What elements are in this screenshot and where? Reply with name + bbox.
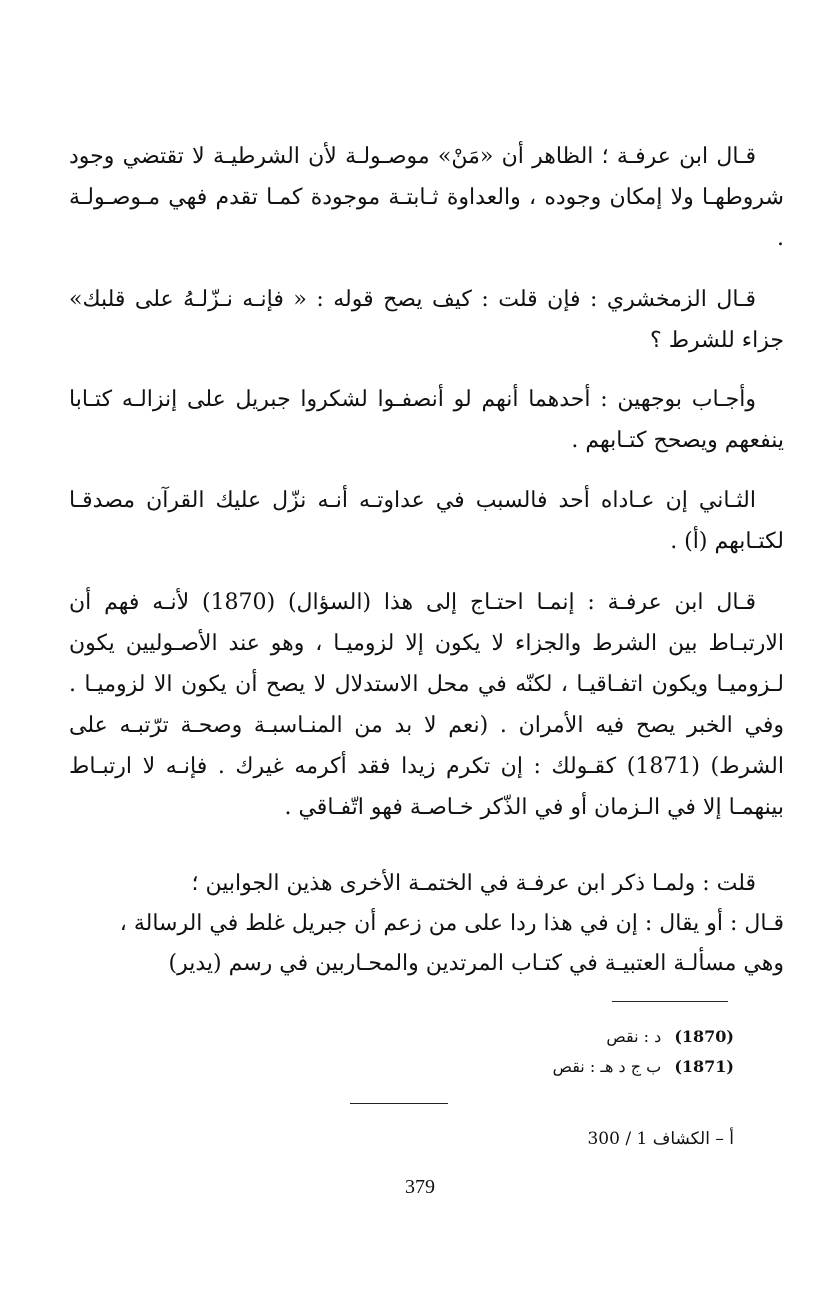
paragraph-2	[69, 279, 784, 361]
footnote-divider	[612, 1001, 728, 1002]
closing-line-3: وهي مسألـة العتبيـة في كتـاب المرتدين والمحـاربين في رسم (يدير)	[168, 951, 784, 976]
closing-paragraph-text	[69, 864, 784, 984]
paragraph-1	[69, 136, 784, 259]
footnote-number: (1870)	[674, 1027, 734, 1046]
closing-paragraph	[69, 864, 784, 984]
footnote-1	[606, 1025, 734, 1049]
page-number: 379	[405, 1176, 435, 1198]
closing-line-2: قـال : أو يقال : إن في هذا ردا على من زعم أن جبريل غلط في الرسالة ،	[119, 911, 784, 936]
paragraph-5	[69, 582, 784, 828]
paragraph-3	[69, 379, 784, 461]
paragraph-text: قـال ابن عرفـة : إنمـا احتـاج إلى هذا (السؤال) (1870) لأنـه فهم أن الارتبـاط بين الشرط والجزاء لا يكون إلا لزوميـا ، وهو عند الأصـوليين يكون لـزوميـا ويكون اتفـاقيـا ، لكنّه في محل الاستدلال لا يصح أن يكون الا لزوميـا . وفي الخبر يصح فيه الأمران . (نعم لا بد من المنـاسبـة وصحـة ترّتبـه على الشرط) (1871) كقـولك : إن تكرم زيدا فقد أكرمه غيرك . فإنـه لا ارتبـاط بينهمـا إلا في الـزمان أو في الذّكر خـاصـة فهو اتّفـاقي .	[69, 590, 784, 820]
paragraph-text: الثـاني إن عـاداه أحد فالسبب في عداوتـه أنـه نزّل عليك القرآن مصدقـا لكتـابهم (أ) .	[69, 488, 784, 554]
paragraph-text: قـال الزمخشري : فإن قلت : كيف يصح قوله : « فإنـه نـزّلـهُ على قلبك» جزاء للشرط ؟	[69, 287, 784, 353]
source-note	[587, 1127, 734, 1151]
footnote-2	[553, 1055, 734, 1079]
source-note-divider	[350, 1103, 448, 1104]
closing-line-1: قلت : ولمـا ذكر ابن عرفـة في الختمـة الأخرى هذين الجوابين ؛	[191, 871, 756, 896]
footnote-text: ب ج د هـ : نقص	[552, 1057, 662, 1076]
footnote-number: (1871)	[674, 1057, 734, 1076]
paragraph-4	[69, 480, 784, 562]
footnote-text: د : نقص	[606, 1027, 662, 1046]
paragraph-text: وأجـاب بوجهين : أحدهما أنهم لو أنصفـوا لشكروا جبريل على إنزالـه كتـابا ينفعهم ويصحح كتـابهم .	[69, 387, 784, 453]
source-note-text: أ – الكشاف 1 / 300	[587, 1129, 734, 1149]
paragraph-text: قـال ابن عرفـة ؛ الظاهر أن «مَنْ» موصـولـة لأن الشرطيـة لا تقتضي وجود شروطهـا ولا إمكان وجوده ، والعداوة ثـابتـة موجودة كمـا تقدم فهي مـوصـولـة .	[69, 144, 784, 251]
